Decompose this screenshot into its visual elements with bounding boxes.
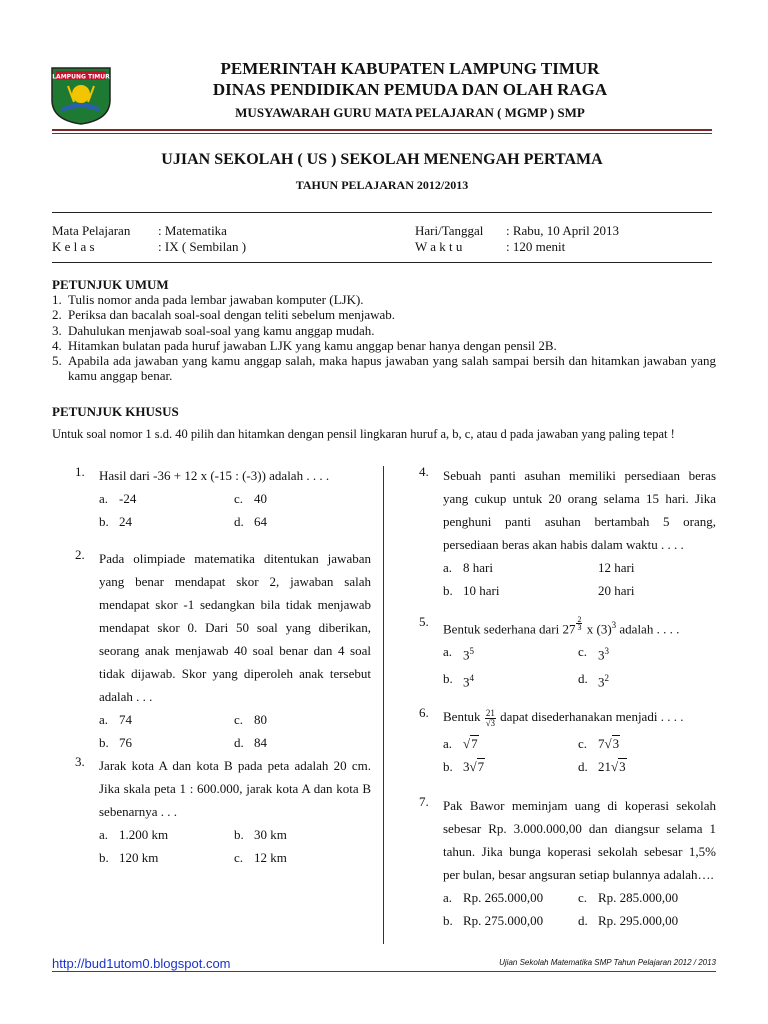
svg-text:LAMPUNG TIMUR: LAMPUNG TIMUR xyxy=(52,73,110,81)
general-heading: PETUNJUK UMUM xyxy=(52,277,169,292)
info-bottom-rule xyxy=(52,262,712,263)
date-label: Hari/Tanggal xyxy=(415,223,484,238)
option-c[interactable]: $3^3$ xyxy=(598,646,609,663)
option-c[interactable]: 12 km xyxy=(254,850,287,865)
option-b[interactable]: Rp. 275.000,00 xyxy=(463,913,544,928)
footer-note: Ujian Sekolah Matematika SMP Tahun Pelajaran 2012 / 2013 xyxy=(499,958,716,967)
option-b[interactable]: 76 xyxy=(119,735,132,750)
question-2: 2. Pada olimpiade matematika ditentukan jawaban yang benar mendapat skor 2, jawaban salah mendapat skor -1 sedangkan bila tidak menjawab mendapat skor 0. Dari 50 soal yang diberikan, seorang anak menjawab 40 soal benar dan 4 soal tidak dijawab. Skor yang diperoleh anak tersebut adalah . . . a. 74 c. 80 b. 76 d. 84 xyxy=(75,547,371,754)
option-c[interactable]: 80 xyxy=(254,712,267,727)
option-b[interactable]: 24 xyxy=(119,514,132,529)
option-b-alt[interactable]: 120 km xyxy=(119,850,159,865)
exam-title: UJIAN SEKOLAH ( US ) SEKOLAH MENENGAH PERTAMA xyxy=(161,151,603,168)
question-3: 3. Jarak kota A dan kota B pada peta adalah 20 cm. Jika skala peta 1 : 600.000, jarak kota A dan kota B sebenarnya . . . a. 1.200 km b. 30 km b. 120 km c. 12 km xyxy=(75,754,371,869)
general-list xyxy=(52,292,716,384)
option-c[interactable]: 12 hari xyxy=(598,560,635,575)
list-item: 2. Periksa dan bacalah soal-soal dengan teliti sebelum menjawab. xyxy=(52,307,396,323)
option-d[interactable]: $3^2$ xyxy=(598,672,609,689)
special-instructions: Untuk soal nomor 1 s.d. 40 pilih dan hitamkan dengan pensil lingkaran huruf a, b, c, atau d pada jawaban yang paling tepat ! xyxy=(52,427,675,441)
column-divider xyxy=(383,466,384,944)
time-value: : 120 menit xyxy=(506,239,566,254)
option-d[interactable]: 21√3 xyxy=(598,759,626,774)
option-a[interactable]: -24 xyxy=(119,491,137,506)
question-5: 5. Bentuk sederhana dari 27 $\frac{2}{3}$ x $(3)^3$ adalah . . . . a. $3^5$ c. $3^3$ b. $3^4$ d. $3^2$ xyxy=(419,614,716,693)
option-d[interactable]: 20 hari xyxy=(598,583,635,598)
footer-link[interactable]: http://bud1utom0.blogspot.com xyxy=(52,956,231,971)
option-d[interactable]: Rp. 295.000,00 xyxy=(598,913,679,928)
question-6: 6. Bentuk $\frac{21}{√3}$ dapat disederhanakan menjadi . . . . a. √7 c. 7√3 b. 3√7 d. 21√3 xyxy=(419,705,716,778)
option-d[interactable]: 64 xyxy=(254,514,267,529)
option-b[interactable]: 10 hari xyxy=(463,583,500,598)
info-top-rule xyxy=(52,212,712,213)
date-value: : Rabu, 10 April 2013 xyxy=(506,223,620,238)
list-item: 4. Hitamkan bulatan pada huruf jawaban LJK yang kamu anggap benar hanya dengan pensil 2B. xyxy=(52,337,557,353)
special-heading: PETUNJUK KHUSUS xyxy=(52,404,179,419)
question-1: 1. Hasil dari -36 + 12 x (-15 : (-3)) adalah . . . . a. -24 c. 40 b. 24 d. 64 xyxy=(75,464,371,533)
header-mgmp: MUSYAWARAH GURU MATA PELAJARAN ( MGMP ) SMP xyxy=(235,105,585,120)
question-7: 7. Pak Bawor meminjam uang di koperasi sekolah sebesar Rp. 3.000.000,00 dan diangsur selama 1 tahun. Jika bunga koperasi sekolah sebesar 1,5% per bulan, besar angsuran setiap bulannya adalah…. a. Rp. 265.000,00 c. Rp. 285.000,00 b. Rp. 275.000,00 d. Rp. 295.000,00 xyxy=(419,794,716,932)
option-a[interactable]: $3^5$ xyxy=(463,646,474,663)
option-d[interactable]: 84 xyxy=(254,735,267,750)
subject-label: Mata Pelajaran xyxy=(52,223,131,238)
option-a[interactable]: 8 hari xyxy=(463,560,493,575)
option-c[interactable]: 7√3 xyxy=(598,736,620,751)
subject-value: : Matematika xyxy=(158,223,227,238)
class-value: : IX ( Sembilan ) xyxy=(158,239,247,254)
exam-year: TAHUN PELAJARAN 2012/2013 xyxy=(295,178,469,192)
class-label: K e l a s xyxy=(52,239,95,254)
header-government: PEMERINTAH KABUPATEN LAMPUNG TIMUR xyxy=(220,59,600,78)
option-c[interactable]: Rp. 285.000,00 xyxy=(598,890,679,905)
header-divider xyxy=(52,129,712,131)
list-item: 1. Tulis nomor anda pada lembar jawaban komputer (LJK). xyxy=(52,292,364,307)
option-b[interactable]: 30 km xyxy=(254,827,287,842)
list-item: 3. Dahulukan menjawab soal-soal yang kamu anggap mudah. xyxy=(52,322,375,338)
option-a[interactable]: 74 xyxy=(119,712,132,727)
footer-rule xyxy=(52,971,716,972)
option-a[interactable]: 1.200 km xyxy=(119,827,169,842)
option-a[interactable]: Rp. 265.000,00 xyxy=(463,890,544,905)
option-b[interactable]: $3^4$ xyxy=(463,672,474,689)
option-c[interactable]: 40 xyxy=(254,491,267,506)
question-4: 4. Sebuah panti asuhan memiliki persediaan beras yang cukup untuk 20 orang selama 15 hari. Jika penghuni panti asuhan bertambah 5 orang, persediaan beras akan habis dalam waktu . . . . a. 8 hari 12 hari b. 10 hari 20 hari xyxy=(419,464,716,602)
header-divider-thin xyxy=(52,133,712,134)
regency-logo xyxy=(48,64,114,126)
header-department: DINAS PENDIDIKAN PEMUDA DAN OLAH RAGA xyxy=(212,80,608,99)
list-item: 5. Apabila ada jawaban yang kamu anggap salah, maka hapus jawaban yang salah sampai bersih dan hitamkan jawaban yang kamu anggap benar. xyxy=(52,353,716,384)
option-a[interactable]: √7 xyxy=(463,736,478,751)
time-label: W a k t u xyxy=(415,239,463,254)
option-b[interactable]: 3√7 xyxy=(463,759,485,774)
